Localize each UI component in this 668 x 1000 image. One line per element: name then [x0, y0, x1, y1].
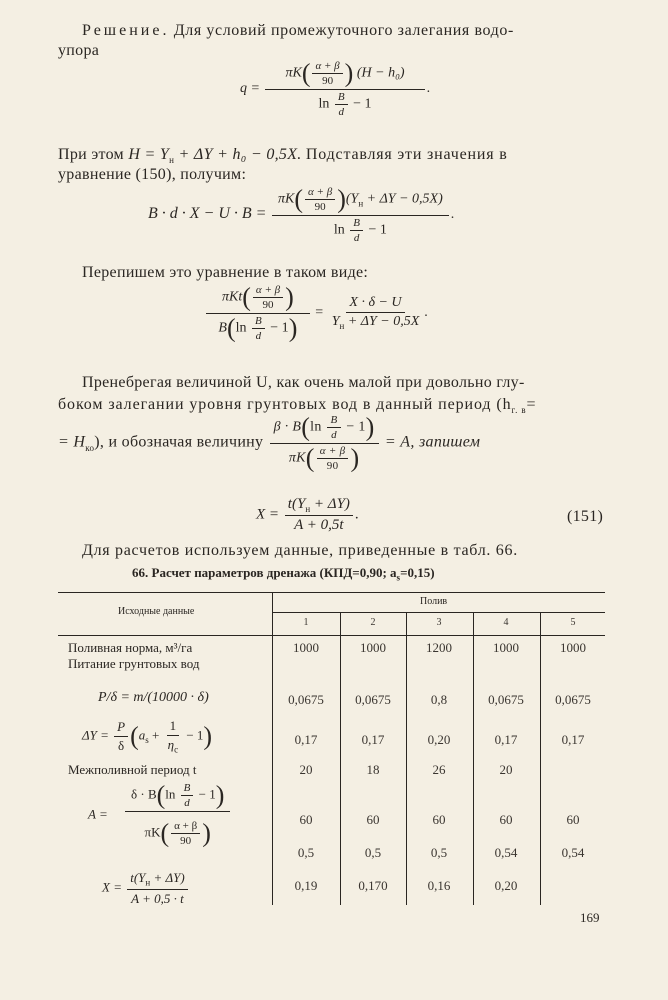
paragraph-define-a: = $H_{ко}$), и обозначая величину β · B(ln $\frac{B}{d}$ − 1) πK( $\frac{\alpha + \beta}{90}$ ) = A, запишем: [58, 412, 481, 473]
table-row-label: Межполивной период t: [68, 762, 197, 777]
table-column-header: 4: [503, 617, 509, 628]
table-row-label-formula: P/δ = m/(10000 · δ): [98, 690, 209, 705]
table-cell: 0,16: [427, 878, 451, 893]
formula-term: 1: [167, 718, 180, 736]
formula-term: πK: [285, 65, 302, 81]
table-cell: 20: [299, 762, 313, 777]
paragraph-text: боком залегании уровня грунтовых вод в данный период (h: [58, 396, 512, 413]
paragraph-text: =: [526, 396, 537, 413]
formula-term: − 1: [353, 96, 372, 112]
formula-term: + ΔY): [150, 870, 185, 885]
formula-term: ln: [318, 96, 330, 112]
table-cell: 20: [499, 762, 513, 777]
formula-term: c: [174, 744, 179, 755]
formula-term: − 1: [198, 786, 216, 802]
paragraph-text: При этом: [58, 146, 124, 163]
formula-term: P: [117, 718, 126, 734]
formula-term: + ΔY − 0,5X): [363, 191, 443, 207]
formula-term: A + 0,5 · t: [131, 890, 184, 906]
table-column-divider: [340, 612, 341, 905]
table-cell: 60: [499, 812, 513, 827]
formula-term: +: [148, 727, 163, 743]
formula-q: q = πK( $\frac{\alpha + \beta}{90}$ ) (H − h₀) ln $\frac{B}{d}$ − 1 .: [240, 58, 431, 118]
paragraph-text: [58, 146, 508, 165]
paragraph-text: Перепишем это уравнение в таком виде:: [82, 264, 369, 281]
table-cell: 0,20: [427, 732, 451, 747]
table-cell: 0,5: [430, 845, 448, 860]
table-cell: 60: [432, 812, 446, 827]
formula-term: 90: [326, 460, 339, 472]
formula-term: − 1: [183, 727, 204, 743]
formula-term: н: [145, 877, 151, 888]
paragraph-text: Для условий промежуточного залегания водо-: [173, 22, 514, 39]
table-cell: 0,0675: [488, 692, 524, 707]
table-cell: 0,17: [561, 732, 585, 747]
equation-number: (151): [567, 508, 604, 525]
table-cell: 1000: [293, 640, 319, 655]
formula-term: d: [331, 429, 337, 441]
formula-inline: H = Y: [128, 146, 170, 163]
formula-term: Y: [331, 314, 340, 330]
table-cell: 0,170: [358, 878, 388, 893]
formula-term: d: [338, 106, 344, 118]
table-header-source: Исходные данные: [118, 606, 195, 617]
formula-inline: = H: [58, 433, 86, 451]
formula-inline: ко: [85, 442, 95, 453]
table-cell: 0,0675: [288, 692, 324, 707]
table-header-group: Полив: [420, 596, 448, 607]
formula-term: ln: [333, 222, 345, 238]
table-title-text: 66. Расчет параметров дренажа (КПД=0,90; a: [132, 565, 397, 580]
formula-inline: н: [169, 155, 175, 166]
paragraph-text: упора: [58, 42, 100, 59]
formula-term: 90: [322, 75, 334, 87]
formula-term: t(Y: [287, 496, 306, 512]
table-title-text: s: [396, 572, 401, 583]
table-cell: 60: [566, 812, 580, 827]
solution-heading: Решение.: [82, 22, 170, 39]
formula-term: α + β: [308, 186, 333, 198]
formula-term: .: [354, 506, 359, 523]
formula-term: δ: [118, 737, 125, 753]
table-column-header: 5: [570, 617, 576, 628]
formula-term: η: [167, 737, 175, 752]
formula-term: =: [315, 305, 324, 321]
paragraph-text: = A, запишем: [384, 433, 481, 451]
formula-term: .: [450, 207, 455, 223]
formula-rewrite: πKt( $\frac{\alpha + \beta}{90}$ ) B(ln $\frac{B}{d}$ − 1) = $\frac{X \cdot \delta - U}{Y_н + \Delta Y - 0,5X}$ .: [204, 284, 428, 342]
table-cell: 0,5: [297, 845, 315, 860]
formula-term: πK: [288, 450, 306, 466]
table-column-divider: [272, 592, 273, 905]
table-top-rule: [58, 592, 605, 593]
table-cell: 0,5: [364, 845, 382, 860]
paragraph-text: г. в: [511, 405, 527, 416]
formula-term: 90: [314, 201, 326, 213]
formula-lhs: q =: [240, 81, 260, 97]
table-row-label-formula: A = δ · B(ln $\frac{B}{d}$ − 1) πK( $\frac{\alpha + \beta}{90}$ ): [88, 782, 232, 847]
formula-term: A + 0,5t: [294, 517, 344, 533]
formula-term: − 1: [368, 222, 387, 238]
formula-term: X · δ − U: [349, 295, 402, 311]
formula-lhs: B · d · X − U · B =: [148, 205, 267, 223]
table-row-label: Питание грунтовых вод: [68, 656, 200, 671]
formula-term: B: [255, 315, 262, 327]
paragraph-text: Подставляя эти значения в: [305, 146, 508, 163]
table-cell: 0,17: [294, 732, 318, 747]
formula-term: d: [353, 232, 360, 244]
formula-term: + ΔY): [310, 496, 350, 512]
table-cell: 60: [299, 812, 313, 827]
formula-term: (H − h₀): [356, 65, 405, 81]
table-cell: 60: [366, 812, 380, 827]
table-row-label-formula: ΔY = $\frac{P}{\delta}$ ($a_s$ + $\frac{1}{\eta_c}$ − 1): [82, 718, 213, 755]
table-cell: 0,19: [294, 878, 318, 893]
formula-term: B: [218, 320, 227, 336]
formula-term: (Y: [345, 191, 359, 207]
formula-term: d: [255, 330, 262, 342]
table-group-rule: [272, 612, 605, 613]
table-column-header: 1: [303, 617, 309, 628]
paragraph-text: ), и обозначая величину: [94, 433, 264, 451]
formula-term: 90: [180, 835, 192, 847]
table-cell: 0,54: [494, 845, 518, 860]
formula-term: α + β: [315, 60, 340, 72]
formula-term: н: [305, 504, 311, 514]
formula-term: A =: [88, 806, 108, 822]
formula-term: πK: [144, 824, 161, 840]
table-cell: 0,20: [494, 878, 518, 893]
table-column-divider: [406, 612, 407, 905]
formula-term: ln: [310, 419, 322, 435]
formula-term: t(Y: [130, 870, 146, 885]
table-column-divider: [473, 612, 474, 905]
formula-term: α + β: [171, 820, 200, 834]
formula-term: + ΔY − 0,5X: [344, 314, 420, 330]
table-cell: 18: [366, 762, 380, 777]
formula-term: B: [183, 782, 191, 794]
formula-term: a: [138, 727, 146, 743]
paragraph-solution: [82, 22, 514, 40]
table-cell: 0,0675: [555, 692, 591, 707]
table-cell: 1200: [426, 640, 452, 655]
table-title-text: =0,15): [400, 565, 435, 580]
formula-term: πK: [277, 191, 295, 207]
table-column-header: 2: [370, 617, 376, 628]
formula-term: ln: [165, 786, 176, 802]
table-cell: 1000: [560, 640, 586, 655]
formula-term: α + β: [255, 284, 281, 296]
table-cell: 1000: [360, 640, 386, 655]
formula-term: .: [426, 81, 431, 97]
formula-lhs: X =: [256, 506, 280, 523]
table-column-divider: [540, 612, 541, 905]
formula-inline: + ΔY + h₀ − 0,5X.: [174, 146, 302, 163]
table-cell: 26: [432, 762, 446, 777]
formula-term: ΔY =: [82, 727, 109, 743]
table-cell: 0,0675: [355, 692, 391, 707]
formula-term: н: [339, 320, 345, 331]
table-cell: 1000: [493, 640, 519, 655]
paragraph-text: Для расчетов используем данные, приведенные в табл. 66.: [82, 542, 518, 559]
formula-term: − 1: [346, 419, 366, 435]
table-header-rule: [58, 635, 605, 636]
formula-term: н: [358, 198, 364, 209]
formula-term: B: [330, 414, 338, 426]
table-title: [132, 565, 435, 583]
formula-term: X =: [102, 879, 122, 895]
formula-x: [256, 496, 359, 534]
formula-term: δ · B: [130, 786, 157, 802]
paragraph-text: уравнение (150), получим:: [58, 166, 247, 183]
table-cell: 0,17: [361, 732, 385, 747]
formula-term: s: [145, 734, 149, 745]
page-number: 169: [580, 910, 600, 925]
formula-bdx: B · d · X − U · B = πK( $\frac{\alpha + \beta}{90}$ )$(Y_н + \Delta Y - 0,5X)$ ln $\frac{B}{d}$ − 1 .: [148, 184, 455, 244]
table-row-label: Поливная норма, м³/га: [68, 640, 193, 655]
formula-term: − 1: [270, 320, 289, 336]
formula-term: 90: [262, 299, 274, 311]
table-column-header: 3: [436, 617, 442, 628]
paragraph-text: [58, 396, 536, 415]
formula-term: B: [353, 217, 360, 229]
table-cell: 0,54: [561, 845, 585, 860]
formula-term: B: [337, 91, 345, 103]
formula-term: ln: [235, 320, 247, 336]
formula-term: β · B: [273, 419, 302, 435]
table-row-label-formula: [102, 870, 190, 907]
formula-term: α + β: [319, 445, 346, 457]
table-cell: 0,8: [430, 692, 448, 707]
formula-term: πKt: [222, 289, 243, 305]
formula-term: .: [424, 305, 428, 321]
table-cell: 0,17: [494, 732, 518, 747]
formula-term: d: [184, 797, 190, 809]
paragraph-text: Пренебрегая величиной U, как очень малой при довольно глу-: [82, 374, 525, 391]
